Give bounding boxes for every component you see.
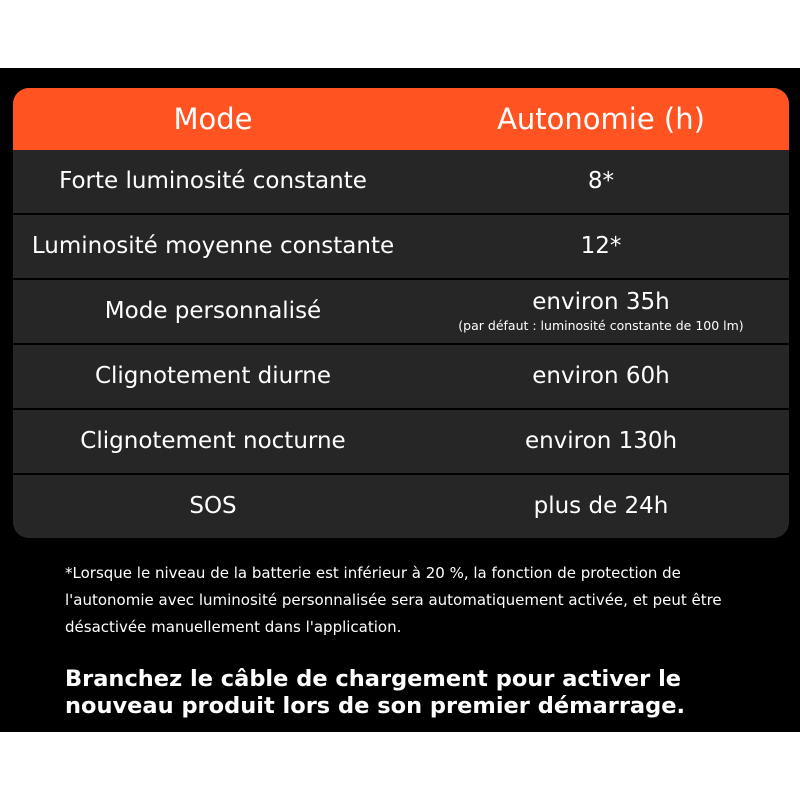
table-row: [13, 278, 789, 343]
row-runtime: 8*: [587, 167, 615, 194]
row-mode: Luminosité moyenne constante: [31, 232, 395, 259]
row-runtime: environ 130h: [524, 427, 678, 454]
charging-instruction: Branchez le câble de chargement pour activer le nouveau produit lors de son premier démarrage.: [65, 666, 686, 719]
row-runtime: environ 60h: [532, 362, 670, 389]
table-body: [13, 150, 789, 538]
table-row: [13, 473, 789, 538]
table-header: [13, 88, 789, 150]
row-mode: Mode personnalisé: [104, 297, 322, 324]
row-mode: Forte luminosité constante: [59, 167, 367, 194]
row-runtime: plus de 24h: [533, 492, 669, 519]
row-runtime-note: (par défaut : luminosité constante de 100 lm): [458, 317, 744, 333]
runtime-table: [13, 88, 789, 538]
header-runtime: Autonomie (h): [497, 102, 705, 136]
table-row: [13, 408, 789, 473]
table-row: [13, 343, 789, 408]
row-mode: Clignotement diurne: [94, 362, 332, 389]
battery-footnote: *Lorsque le niveau de la batterie est inférieur à 20 %, la fonction de protection de l'autonomie avec luminosité personnalisée sera automatiquement activée, et peut être désactivée manuellement dans l'application.: [65, 564, 722, 636]
row-runtime-with-note: [413, 290, 789, 332]
info-panel: [0, 68, 800, 732]
row-mode: Clignotement nocturne: [80, 427, 346, 454]
row-runtime: 12*: [580, 232, 622, 259]
table-row: [13, 150, 789, 213]
table-row: [13, 213, 789, 278]
row-runtime: environ 35h: [532, 289, 670, 316]
header-mode: Mode: [173, 102, 253, 136]
row-mode: SOS: [189, 492, 237, 519]
